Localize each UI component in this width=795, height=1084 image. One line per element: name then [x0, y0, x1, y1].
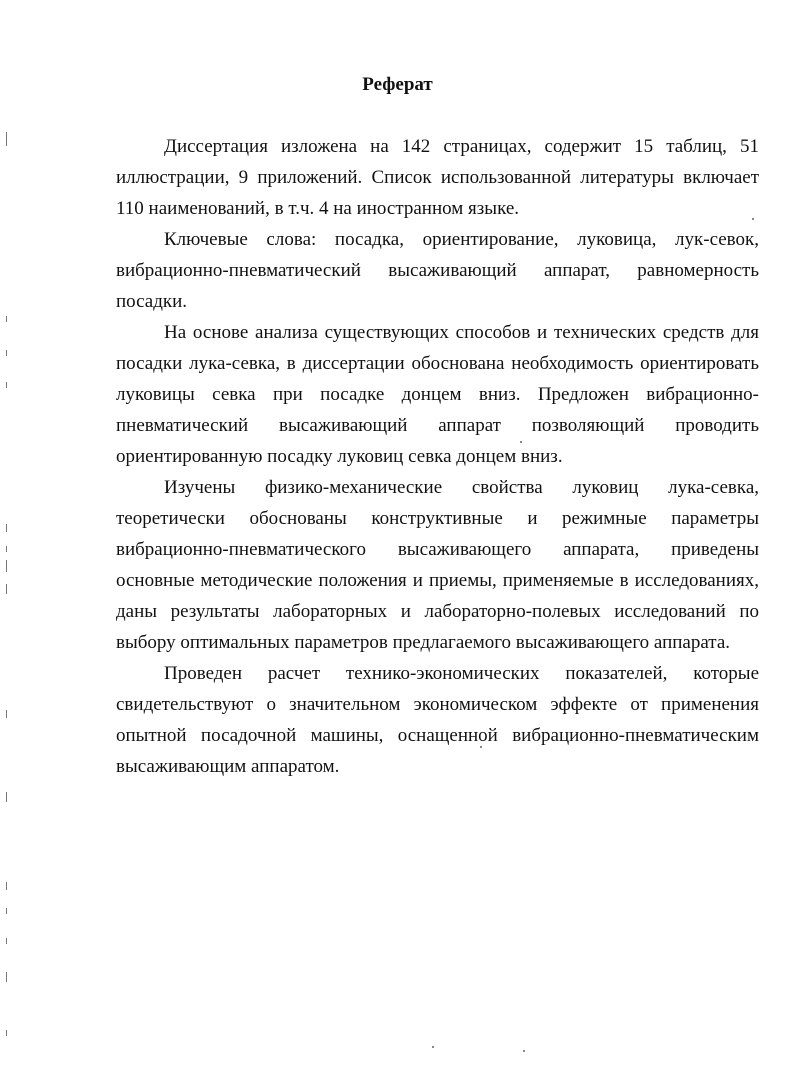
scan-mark: [6, 132, 7, 146]
paragraph-keywords: Ключевые слова: посадка, ориентирование, луковица, лук-севок, вибрационно-пневматический высаживающий аппарат, равномерность посадки.: [116, 229, 759, 312]
paragraph-economics: Проведен расчет технико-экономических показателей, которые свидетельствуют о значительном экономическом эффекте от применения опытной посадочной машины, оснащенной вибрационно-пневматическим высаживающим аппаратом.: [116, 663, 759, 777]
scan-speck: [523, 1050, 525, 1052]
scan-mark: [6, 382, 7, 388]
scan-mark: [6, 524, 7, 532]
paragraph-volume: Диссертация изложена на 142 страницах, содержит 15 таблиц, 51 иллюстрации, 9 приложений. Список использованной литературы включает 110 наименований, в т.ч. 4 на иностранном языке.: [116, 136, 759, 219]
scan-mark: [6, 1030, 7, 1036]
scan-speck: [752, 218, 754, 220]
scan-mark: [6, 560, 7, 572]
paragraph-research: Изучены физико-механические свойства луковиц лука-севка, теоретически обоснованы конструктивные и режимные параметры вибрационно-пневматического высаживающего аппарата, приведены основные методические положения и приемы, применяемые в исследованиях, даны результаты лабораторных и лабораторно-полевых исследований по выбору оптимальных параметров предлагаемого высаживающего аппарата.: [116, 477, 759, 653]
scan-speck: [432, 1046, 434, 1048]
scan-mark: [6, 792, 7, 802]
scan-mark: [6, 938, 7, 944]
paragraph-rationale: На основе анализа существующих способов и технических средств для посадки лука-севка, в диссертации обоснована необходимость ориентировать луковицы севка при посадке донцем вниз. Предложен вибрационно-пневматический высаживающий аппарат позволяющий проводить ориентированную посадку луковиц севка донцем вниз.: [116, 322, 759, 467]
scan-mark: [6, 972, 7, 982]
scan-mark: [6, 546, 7, 552]
scan-mark: [6, 908, 7, 914]
scan-margin-marks: [4, 120, 12, 1070]
scan-mark: [6, 350, 7, 356]
scan-speck: [480, 746, 482, 748]
scan-mark: [6, 584, 7, 594]
document-title: Реферат: [362, 74, 433, 95]
scan-mark: [6, 882, 7, 890]
scan-mark: [6, 316, 7, 322]
document-body: [116, 131, 759, 782]
scan-mark: [6, 710, 7, 718]
scan-speck: [520, 441, 522, 443]
